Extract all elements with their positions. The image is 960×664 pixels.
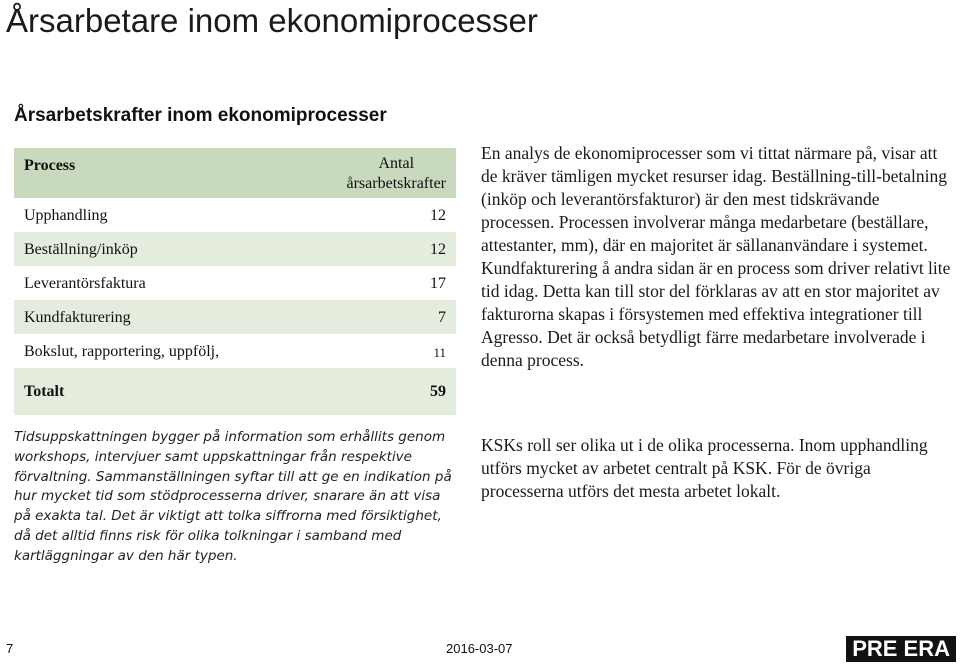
value-cell: 11 bbox=[433, 345, 446, 360]
table-row bbox=[14, 198, 456, 232]
methodology-note: Tidsuppskattningen bygger på information som erhållits genom workshops, intervjuer samt uppskattningar från respektive förvaltning. Sammanställningen syftar till att ge en indikation på hur mycket tid som stödprocesserna driver, snarare än att visa på exakta tal. Det är viktigt att tolka siffrorna med försiktighet, då det alltid finns risk för olika tolkningar i samband med kartläggningar av den här typen. bbox=[14, 429, 452, 564]
table-row bbox=[14, 300, 456, 334]
value-cell: 7 bbox=[438, 309, 446, 326]
col-process-header: Process bbox=[24, 157, 76, 174]
company-logo: PRE ERA bbox=[846, 636, 956, 662]
slide-title: Årsarbetare inom ekonomiprocesser bbox=[6, 2, 538, 39]
value-cell: 17 bbox=[430, 275, 446, 292]
table-row bbox=[14, 232, 456, 266]
table-header-row bbox=[14, 148, 456, 198]
value-cell: 12 bbox=[430, 207, 446, 224]
total-value: 59 bbox=[430, 383, 446, 400]
table-row bbox=[14, 334, 456, 368]
process-cell: Bokslut, rapportering, uppfölj, bbox=[24, 343, 220, 360]
page-number: 7 bbox=[6, 641, 14, 656]
table-heading: Årsarbetskrafter inom ekonomiprocesser bbox=[14, 105, 387, 126]
footer-date: 2016-03-07 bbox=[446, 641, 513, 656]
col-fte-header-line2: årsarbetskrafter bbox=[346, 175, 446, 192]
process-cell: Beställning/inköp bbox=[24, 241, 138, 258]
process-cell: Leverantörsfaktura bbox=[24, 275, 146, 292]
col-fte-header-line1: Antal bbox=[378, 155, 415, 172]
table-row bbox=[14, 266, 456, 300]
process-cell: Kundfakturering bbox=[24, 309, 131, 326]
table-total-row bbox=[14, 368, 456, 415]
ksk-paragraph: KSKs roll ser olika ut i de olika processerna. Inom upphandling utförs mycket av arbetet centralt på KSK. För de övriga processerna utförs det mesta arbetet lokalt. bbox=[481, 435, 928, 501]
col-fte-header bbox=[347, 154, 447, 194]
analysis-paragraph: En analys de ekonomiprocesser som vi tittat närmare på, visar att de kräver tämligen mycket resurser idag. Beställning-till-betalning (inköp och leverantörsfakturor) är den mest tidskrävande processen. Processen involverar många medarbetare (beställare, attestanter, mm), där en majoritet är sällananvändare i systemet. Kundfakturering å andra sidan är en process som driver relativt lite tid idag. Detta kan till stor del förklaras av att en stor majoritet av fakturorna skapas i försystemen med effektiva integrationer till Agresso. Det är också betydligt färre medarbetare involverade i denna process. bbox=[481, 143, 951, 370]
process-cell: Upphandling bbox=[24, 207, 108, 224]
value-cell: 12 bbox=[430, 241, 446, 258]
total-label: Totalt bbox=[24, 383, 65, 400]
fte-table bbox=[14, 148, 456, 415]
